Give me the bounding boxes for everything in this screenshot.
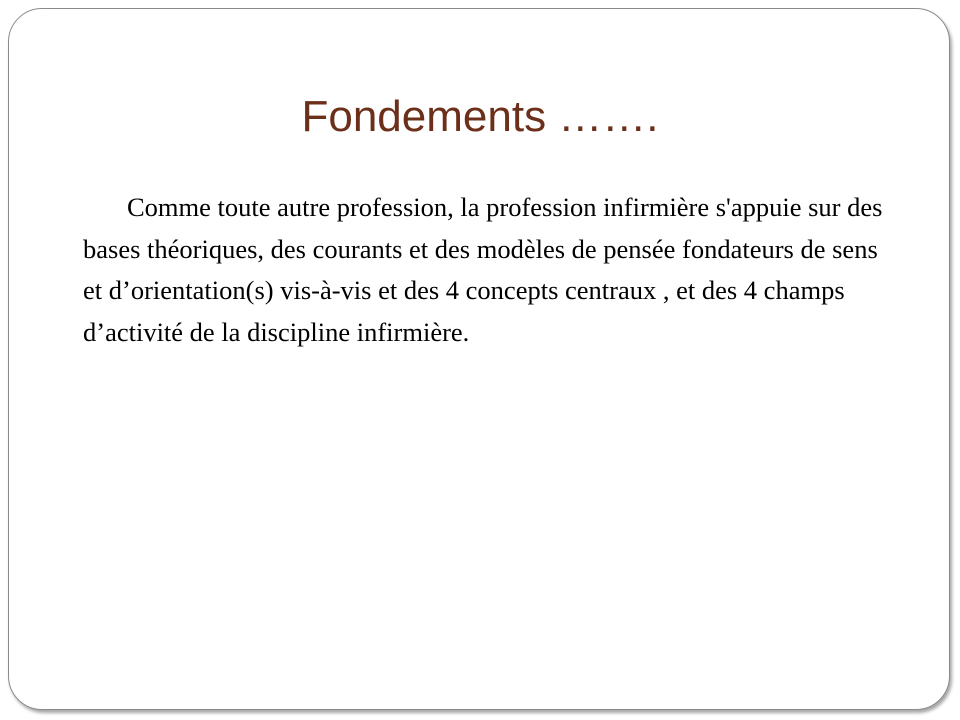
slide-paragraph: Comme toute autre profession, la profession infirmière s'appuie sur des bases théoriques, des courants et des modèles de pensée fondateurs de sens et d’orientation(s) vis-à-vis et des 4 concepts centraux , et des 4 champs d’activité de la discipline infirmière. — [83, 192, 883, 347]
slide-title: Fondements ……. — [301, 92, 659, 141]
slide-frame — [8, 8, 950, 710]
